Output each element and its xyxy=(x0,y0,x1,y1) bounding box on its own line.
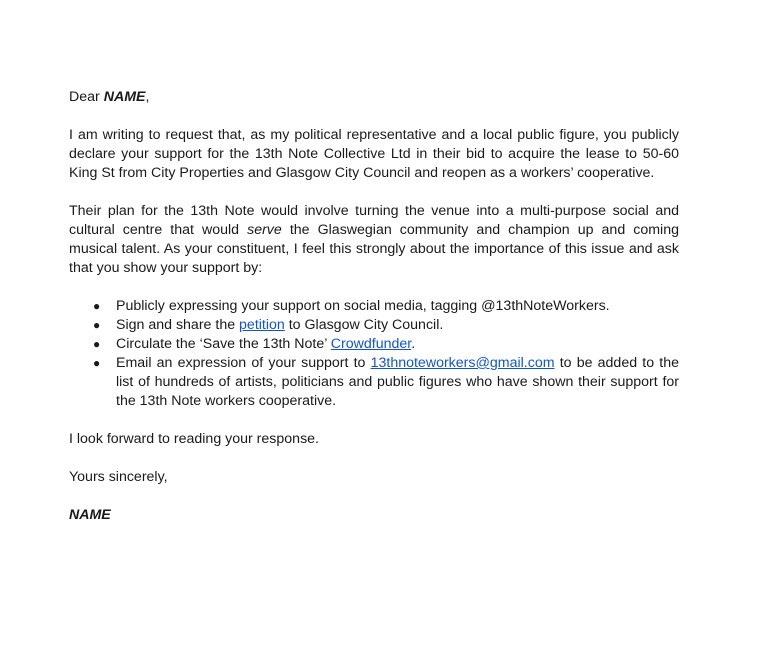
paragraph-request: I am writing to request that, as my political representative and a local public figure, you publicly declare your support for the 13th Note Collective Ltd in their bid to acquire the lease to 50-60 King St from City Properties and Glasgow City Council and reopen as a workers’ cooperative. xyxy=(69,127,679,181)
list-item-text: Circulate the ‘Save the 13th Note’ xyxy=(116,336,331,352)
crowdfunder-link[interactable]: Crowdfunder xyxy=(330,336,412,352)
list-item xyxy=(69,316,679,335)
bullet-icon: ● xyxy=(93,337,101,351)
list-item xyxy=(69,335,679,354)
signature-name: NAME xyxy=(69,507,111,523)
bullet-icon: ● xyxy=(93,318,101,332)
list-item-text: Sign and share the xyxy=(116,317,240,333)
paragraph-plan-part-b: the Glaswegian community and champion up and coming musical talent. As your constituent, I feel this strongly about the importance of this issue and ask that you show your support by: xyxy=(69,222,679,276)
paragraph-plan-part-a: Their plan for the 13th Note would involve turning the venue into a multi-purpose social and cultural centre that would xyxy=(69,203,679,238)
list-item-text: Email an expression of your support to xyxy=(116,355,371,371)
paragraph-plan-emphasis: serve xyxy=(247,222,282,238)
list-item-text: to be added to the list of hundreds of artists, politicians and public figures who have shown their support for the 13th Note workers cooperative. xyxy=(116,355,679,409)
salutation-name: NAME xyxy=(103,89,146,105)
salutation-prefix: Dear xyxy=(69,89,104,105)
sign-off: Yours sincerely, xyxy=(69,469,168,485)
bullet-icon: ● xyxy=(93,356,101,370)
email-link[interactable]: 13thnoteworkers@gmail.com xyxy=(370,355,555,371)
petition-link[interactable]: petition xyxy=(239,317,285,333)
list-item-text: . xyxy=(411,336,416,352)
list-item-text: to Glasgow City Council. xyxy=(284,317,444,333)
letter-document xyxy=(69,88,679,525)
list-item-text: Publicly expressing your support on social media, tagging @13thNoteWorkers. xyxy=(116,298,610,314)
support-actions-list xyxy=(69,297,679,411)
bullet-icon: ● xyxy=(93,299,101,313)
closing-line: I look forward to reading your response. xyxy=(69,431,319,447)
salutation xyxy=(69,88,679,107)
salutation-suffix: , xyxy=(145,89,150,105)
list-item xyxy=(69,354,679,411)
paragraph-plan xyxy=(69,202,679,278)
list-item xyxy=(69,297,679,316)
